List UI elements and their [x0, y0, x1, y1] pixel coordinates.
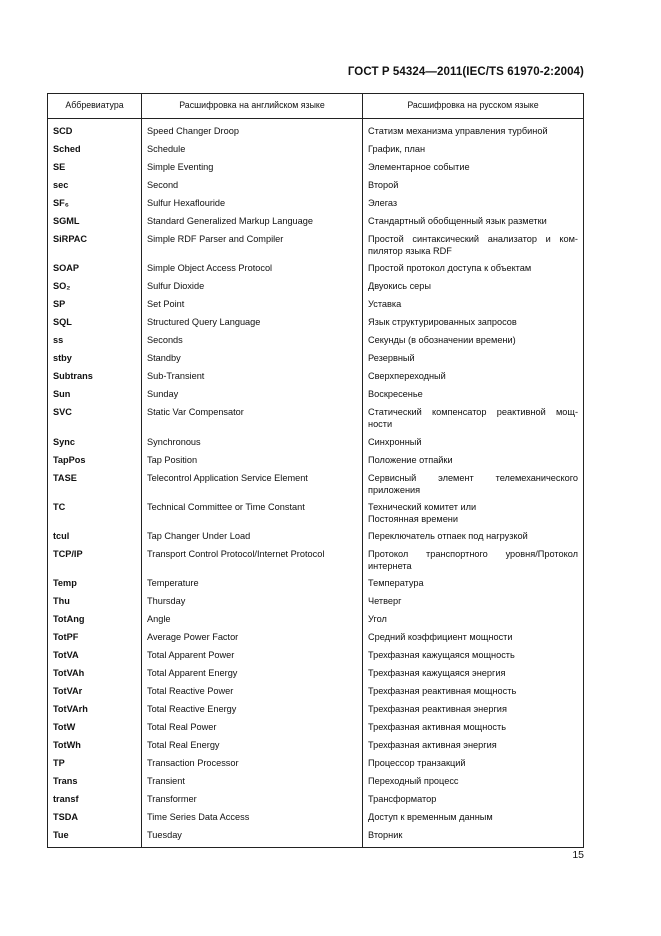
abbr-cell: sec: [48, 178, 142, 196]
english-cell: Simple Eventing: [142, 160, 363, 178]
english-cell: Time Series Data Access: [142, 810, 363, 828]
russian-cell: Протокол транспортного уровня/Протокол интернета: [363, 547, 584, 576]
russian-cell: Трехфазная кажущаяся мощность: [363, 648, 584, 666]
table-row: [48, 666, 584, 684]
table-header-row: [48, 94, 584, 119]
abbr-cell: transf: [48, 792, 142, 810]
abbr-cell: TotVAh: [48, 666, 142, 684]
column-header-russian: Расшифровка на русском языке: [363, 94, 584, 119]
russian-cell: Процессор транзакций: [363, 756, 584, 774]
abbr-cell: SQL: [48, 315, 142, 333]
abbr-cell: SiRPAC: [48, 232, 142, 261]
russian-cell: Стандартный обобщенный язык разметки: [363, 214, 584, 232]
abbr-cell: SP: [48, 297, 142, 315]
english-cell: Simple Object Access Protocol: [142, 261, 363, 279]
russian-cell: Сверхпереходный: [363, 369, 584, 387]
column-header-abbreviation: Аббревиатура: [48, 94, 142, 119]
abbr-cell: Sched: [48, 142, 142, 160]
english-cell: Standard Generalized Markup Language: [142, 214, 363, 232]
document-header: ГОСТ Р 54324—2011(IEC/TS 61970-2:2004): [347, 66, 584, 78]
table-row: [48, 387, 584, 405]
russian-cell: Синхронный: [363, 435, 584, 453]
table-row: [48, 594, 584, 612]
english-cell: Average Power Factor: [142, 630, 363, 648]
table-row: [48, 648, 584, 666]
table-row: [48, 142, 584, 160]
abbr-cell: Temp: [48, 576, 142, 594]
table-row: [48, 160, 584, 178]
table-row: [48, 702, 584, 720]
english-cell: Standby: [142, 351, 363, 369]
russian-cell: Секунды (в обозначении времени): [363, 333, 584, 351]
abbr-cell: SOAP: [48, 261, 142, 279]
table-row: [48, 612, 584, 630]
russian-cell: Статический компенсатор реактивной мощ-ности: [363, 405, 584, 434]
russian-cell: Резервный: [363, 351, 584, 369]
russian-cell: Четверг: [363, 594, 584, 612]
abbr-cell: SGML: [48, 214, 142, 232]
russian-cell: Трехфазная реактивная мощность: [363, 684, 584, 702]
abbr-cell: TC: [48, 500, 142, 529]
russian-cell: Трехфазная активная энергия: [363, 738, 584, 756]
abbr-cell: Thu: [48, 594, 142, 612]
abbr-cell: SVC: [48, 405, 142, 434]
english-cell: Synchronous: [142, 435, 363, 453]
russian-cell: Элементарное событие: [363, 160, 584, 178]
english-cell: Sulfur Dioxide: [142, 279, 363, 297]
abbr-cell: TotVA: [48, 648, 142, 666]
abbr-cell: TotPF: [48, 630, 142, 648]
russian-cell: Положение отпайки: [363, 453, 584, 471]
english-cell: Angle: [142, 612, 363, 630]
table-row: [48, 547, 584, 576]
russian-cell: Сервисный элемент телемеханического приложения: [363, 471, 584, 500]
abbr-cell: TP: [48, 756, 142, 774]
table-row: [48, 810, 584, 828]
russian-cell: Трехфазная активная мощность: [363, 720, 584, 738]
russian-cell: Статизм механизма управления турбиной: [363, 119, 584, 143]
table-row: [48, 738, 584, 756]
abbr-cell: Trans: [48, 774, 142, 792]
english-cell: Static Var Compensator: [142, 405, 363, 434]
abbr-cell: TASE: [48, 471, 142, 500]
english-cell: Technical Committee or Time Constant: [142, 500, 363, 529]
table-row: [48, 500, 584, 529]
russian-cell: Уставка: [363, 297, 584, 315]
table-row: [48, 351, 584, 369]
abbr-cell: TapPos: [48, 453, 142, 471]
russian-cell: Переходный процесс: [363, 774, 584, 792]
russian-cell: Элегаз: [363, 196, 584, 214]
russian-cell: Трансформатор: [363, 792, 584, 810]
english-cell: Seconds: [142, 333, 363, 351]
abbr-cell: Sun: [48, 387, 142, 405]
table-row: [48, 333, 584, 351]
russian-cell: Язык структурированных запросов: [363, 315, 584, 333]
abbr-cell: stby: [48, 351, 142, 369]
table-row: [48, 792, 584, 810]
english-cell: Total Real Energy: [142, 738, 363, 756]
english-cell: Speed Changer Droop: [142, 119, 363, 143]
russian-cell: Технический комитет или Постоянная времени: [363, 500, 584, 529]
english-cell: Simple RDF Parser and Compiler: [142, 232, 363, 261]
abbreviations-table: [47, 93, 584, 848]
russian-cell: Угол: [363, 612, 584, 630]
english-cell: Tap Changer Under Load: [142, 529, 363, 547]
abbr-cell: ss: [48, 333, 142, 351]
table-row: [48, 315, 584, 333]
abbr-cell: TotW: [48, 720, 142, 738]
abbr-cell: Tue: [48, 828, 142, 848]
russian-cell: График, план: [363, 142, 584, 160]
abbr-cell: TotWh: [48, 738, 142, 756]
abbr-cell: TotVAr: [48, 684, 142, 702]
table-row: [48, 369, 584, 387]
table-row: [48, 756, 584, 774]
table-row: [48, 828, 584, 848]
english-cell: Transport Control Protocol/Internet Protocol: [142, 547, 363, 576]
abbr-cell: SCD: [48, 119, 142, 143]
table-row: [48, 576, 584, 594]
russian-cell: Средний коэффициент мощности: [363, 630, 584, 648]
english-cell: Thursday: [142, 594, 363, 612]
russian-cell: Простой протокол доступа к объектам: [363, 261, 584, 279]
english-cell: Total Reactive Energy: [142, 702, 363, 720]
russian-cell: Второй: [363, 178, 584, 196]
russian-cell: Простой синтаксический анализатор и ком-пилятор языка RDF: [363, 232, 584, 261]
abbr-cell: TCP/IP: [48, 547, 142, 576]
english-cell: Transient: [142, 774, 363, 792]
english-cell: Transaction Processor: [142, 756, 363, 774]
table-row: [48, 178, 584, 196]
table-header: [48, 94, 584, 119]
english-cell: Schedule: [142, 142, 363, 160]
abbr-cell: Subtrans: [48, 369, 142, 387]
table-row: [48, 684, 584, 702]
table-row: [48, 119, 584, 143]
abbr-cell: TSDA: [48, 810, 142, 828]
table-row: [48, 279, 584, 297]
english-cell: Tuesday: [142, 828, 363, 848]
russian-cell: Трехфазная реактивная энергия: [363, 702, 584, 720]
english-cell: Second: [142, 178, 363, 196]
english-cell: Structured Query Language: [142, 315, 363, 333]
page-number: 15: [572, 849, 584, 861]
abbr-cell: TotVArh: [48, 702, 142, 720]
table-row: [48, 774, 584, 792]
russian-cell: Трехфазная кажущаяся энергия: [363, 666, 584, 684]
table-row: [48, 529, 584, 547]
abbr-cell: SE: [48, 160, 142, 178]
table-row: [48, 232, 584, 261]
russian-cell: Двуокись серы: [363, 279, 584, 297]
table-row: [48, 214, 584, 232]
abbr-cell: Sync: [48, 435, 142, 453]
english-cell: Total Reactive Power: [142, 684, 363, 702]
russian-cell: Переключатель отпаек под нагрузкой: [363, 529, 584, 547]
english-cell: Transformer: [142, 792, 363, 810]
table-row: [48, 297, 584, 315]
english-cell: Sulfur Hexaflouride: [142, 196, 363, 214]
abbr-cell: SO₂: [48, 279, 142, 297]
english-cell: Sub-Transient: [142, 369, 363, 387]
column-header-english: Расшифровка на английском языке: [142, 94, 363, 119]
english-cell: Total Apparent Energy: [142, 666, 363, 684]
abbr-cell: SF₆: [48, 196, 142, 214]
table-row: [48, 630, 584, 648]
table-row: [48, 471, 584, 500]
table-row: [48, 261, 584, 279]
english-cell: Sunday: [142, 387, 363, 405]
english-cell: Total Apparent Power: [142, 648, 363, 666]
abbr-cell: TotAng: [48, 612, 142, 630]
abbr-cell: tcul: [48, 529, 142, 547]
russian-cell: Доступ к временным данным: [363, 810, 584, 828]
russian-cell: Вторник: [363, 828, 584, 848]
english-cell: Tap Position: [142, 453, 363, 471]
russian-cell: Воскресенье: [363, 387, 584, 405]
russian-cell: Температура: [363, 576, 584, 594]
table-row: [48, 435, 584, 453]
table-row: [48, 720, 584, 738]
table-row: [48, 405, 584, 434]
english-cell: Set Point: [142, 297, 363, 315]
table-row: [48, 453, 584, 471]
table-row: [48, 196, 584, 214]
english-cell: Telecontrol Application Service Element: [142, 471, 363, 500]
table-body: [48, 119, 584, 848]
english-cell: Total Real Power: [142, 720, 363, 738]
english-cell: Temperature: [142, 576, 363, 594]
